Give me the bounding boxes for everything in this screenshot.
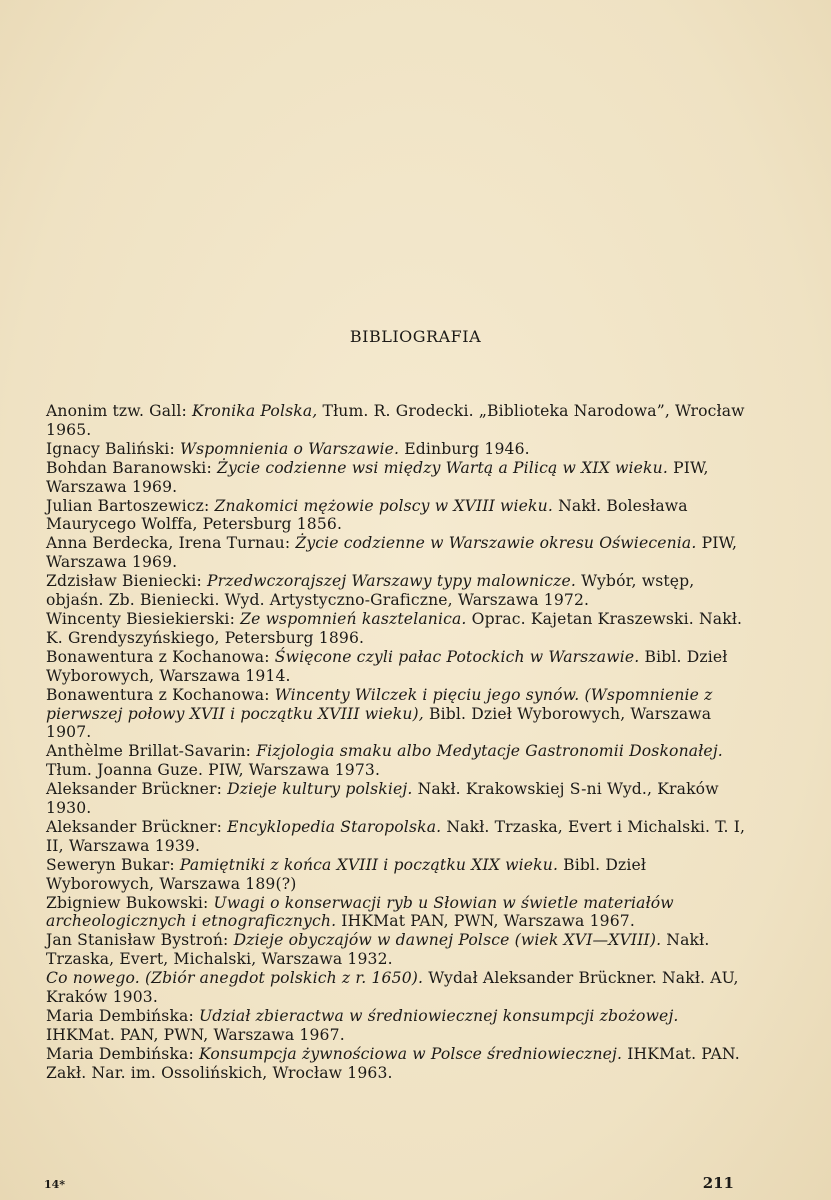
entry-author: Anthèlme Brillat-Savarin: <box>46 742 257 761</box>
entry-title: Kronika Polska, <box>192 402 318 420</box>
bibliography-entry <box>46 818 746 856</box>
entry-author: Zdzisław Bieniecki: <box>46 572 207 591</box>
entry-title: Udział zbieractwa w średniowiecznej konsumpcji zbożowej. <box>199 1007 679 1025</box>
entry-title: Znakomici mężowie polscy w XVIII wieku. <box>214 496 553 515</box>
bibliography-entry <box>46 780 746 818</box>
bibliography-entry <box>46 931 746 969</box>
bibliography-entry <box>46 572 746 610</box>
entry-author: Zbigniew Bukowski: <box>46 893 214 912</box>
entry-author: Maria Dembińska: <box>46 1007 199 1025</box>
entry-title: Dzieje kultury polskiej. <box>227 780 413 799</box>
entry-title: Dzieje obyczajów w dawnej Polsce (wiek XVI—XVIII). <box>233 931 662 950</box>
entry-author: Wincenty Biesiekierski: <box>46 609 241 628</box>
page-title: BIBLIOGRAFIA <box>349 327 482 346</box>
entry-title: Uwagi o konserwacji ryb u Słowian w świetle materiałów archeologicznych i etnograficznych. <box>46 893 674 931</box>
entry-publication: Nakł. Trzaska, Evert i Michalski. T. I, II, Warszawa 1939. <box>46 817 746 855</box>
entry-title: Pamiętniki z końca XVIII i początku XIX wieku. <box>179 855 559 874</box>
entry-title: Wincenty Wilczek i pięciu jego synów. (Wspomnienie z pierwszej połowy XVII i początku XVIII wieku), <box>46 685 713 723</box>
entry-publication: Tłum. R. Grodecki. „Biblioteka Narodowa”, Wrocław 1965. <box>46 402 745 439</box>
bibliography-entry <box>46 969 746 1007</box>
bibliography-entry <box>46 497 746 535</box>
bibliography-entry <box>46 1007 746 1045</box>
entry-author: Aleksander Brückner: <box>46 780 228 799</box>
entry-author: Julian Bartoszewicz: <box>46 496 215 515</box>
entry-publication: Wydał Aleksander Brückner. Nakł. AU, Kraków 1903. <box>46 969 739 1007</box>
bibliography-entry <box>46 1045 746 1083</box>
entry-publication: Bibl. Dzieł Wyborowych, Warszawa 1914. <box>46 647 728 685</box>
bibliography-entry <box>46 402 746 440</box>
entry-publication: Edinburg 1946. <box>399 439 530 458</box>
entry-publication: Oprac. Kajetan Kraszewski. Nakł. K. Grendyszyńskiego, Petersburg 1896. <box>46 609 743 647</box>
entry-author: Jan Stanisław Bystroń: <box>46 931 234 950</box>
bibliography-entry <box>46 648 746 686</box>
page-number: 211 <box>702 1174 734 1192</box>
entry-author: Aleksander Brückner: <box>46 817 228 836</box>
entry-title: Encyklopedia Staropolska. <box>227 817 442 836</box>
bibliography-entry <box>46 894 746 932</box>
bibliography-list <box>46 402 746 1083</box>
entry-author: Anna Berdecka, Irena Turnau: <box>46 534 296 553</box>
bibliography-entry <box>46 459 746 497</box>
entry-author: Seweryn Bukar: <box>46 855 180 874</box>
entry-publication: IHKMat PAN, PWN, Warszawa 1967. <box>336 912 635 931</box>
entry-title: Wspomnienia o Warszawie. <box>179 439 400 458</box>
entry-author: Anonim tzw. Gall: <box>46 402 192 420</box>
entry-author: Ignacy Baliński: <box>46 439 180 458</box>
entry-title: Przedwczorajszej Warszawy typy malownicze. <box>207 572 577 591</box>
entry-publication: Bibl. Dzieł Wyborowych, Warszawa 1907. <box>46 704 712 742</box>
entry-author: Maria Dembińska: <box>46 1044 199 1063</box>
bibliography-entry <box>46 856 746 894</box>
entry-publication: Wybór, wstęp, objaśn. Zb. Bieniecki. Wyd. Artystyczno-Graficzne, Warszawa 1972. <box>46 572 695 610</box>
entry-publication: IHKMat. PAN, PWN, Warszawa 1967. <box>46 1025 345 1044</box>
bibliography-entry <box>46 686 746 743</box>
entry-publication: Bibl. Dzieł Wyborowych, Warszawa 189(?) <box>46 855 647 893</box>
entry-publication: PIW, Warszawa 1969. <box>46 458 709 496</box>
entry-author: Bohdan Baranowski: <box>46 458 217 477</box>
entry-author: Bonawentura z Kochanowa: <box>46 647 275 666</box>
entry-title: Fizjologia smaku albo Medytacje Gastronomii Doskonałej. <box>256 742 723 761</box>
entry-publication: IHKMat. PAN. Zakł. Nar. im. Ossolińskich, Wrocław 1963. <box>46 1044 740 1082</box>
entry-title: Życie codzienne wsi między Wartą a Pilicą w XIX wieku. <box>216 458 668 477</box>
entry-title: Święcone czyli pałac Potockich w Warszawie. <box>274 647 640 666</box>
entry-publication: Tłum. Joanna Guze. PIW, Warszawa 1973. <box>46 761 381 780</box>
entry-title: Konsumpcja żywnościowa w Polsce średniowiecznej. <box>199 1044 623 1063</box>
bibliography-entry <box>46 610 746 648</box>
entry-title: Życie codzienne w Warszawie okresu Oświecenia. <box>295 534 697 553</box>
entry-title: Ze wspomnień kasztelanica. <box>240 609 467 628</box>
entry-publication: Nakł. Krakowskiej S-ni Wyd., Kraków 1930. <box>46 780 719 818</box>
entry-author: Bonawentura z Kochanowa: <box>46 685 275 704</box>
entry-publication: PIW, Warszawa 1969. <box>46 534 738 572</box>
entry-publication: Nakł. Trzaska, Evert, Michalski, Warszawa 1932. <box>46 931 710 969</box>
entry-title: Co nowego. (Zbiór anegdot polskich z r. 1650). <box>46 969 424 988</box>
bibliography-entry <box>46 742 746 780</box>
bibliography-entry <box>46 440 746 459</box>
entry-publication: Nakł. Bolesława Maurycego Wolffa, Petersburg 1856. <box>46 496 688 534</box>
bibliography-entry <box>46 534 746 572</box>
signature-mark: 14* <box>44 1178 66 1191</box>
